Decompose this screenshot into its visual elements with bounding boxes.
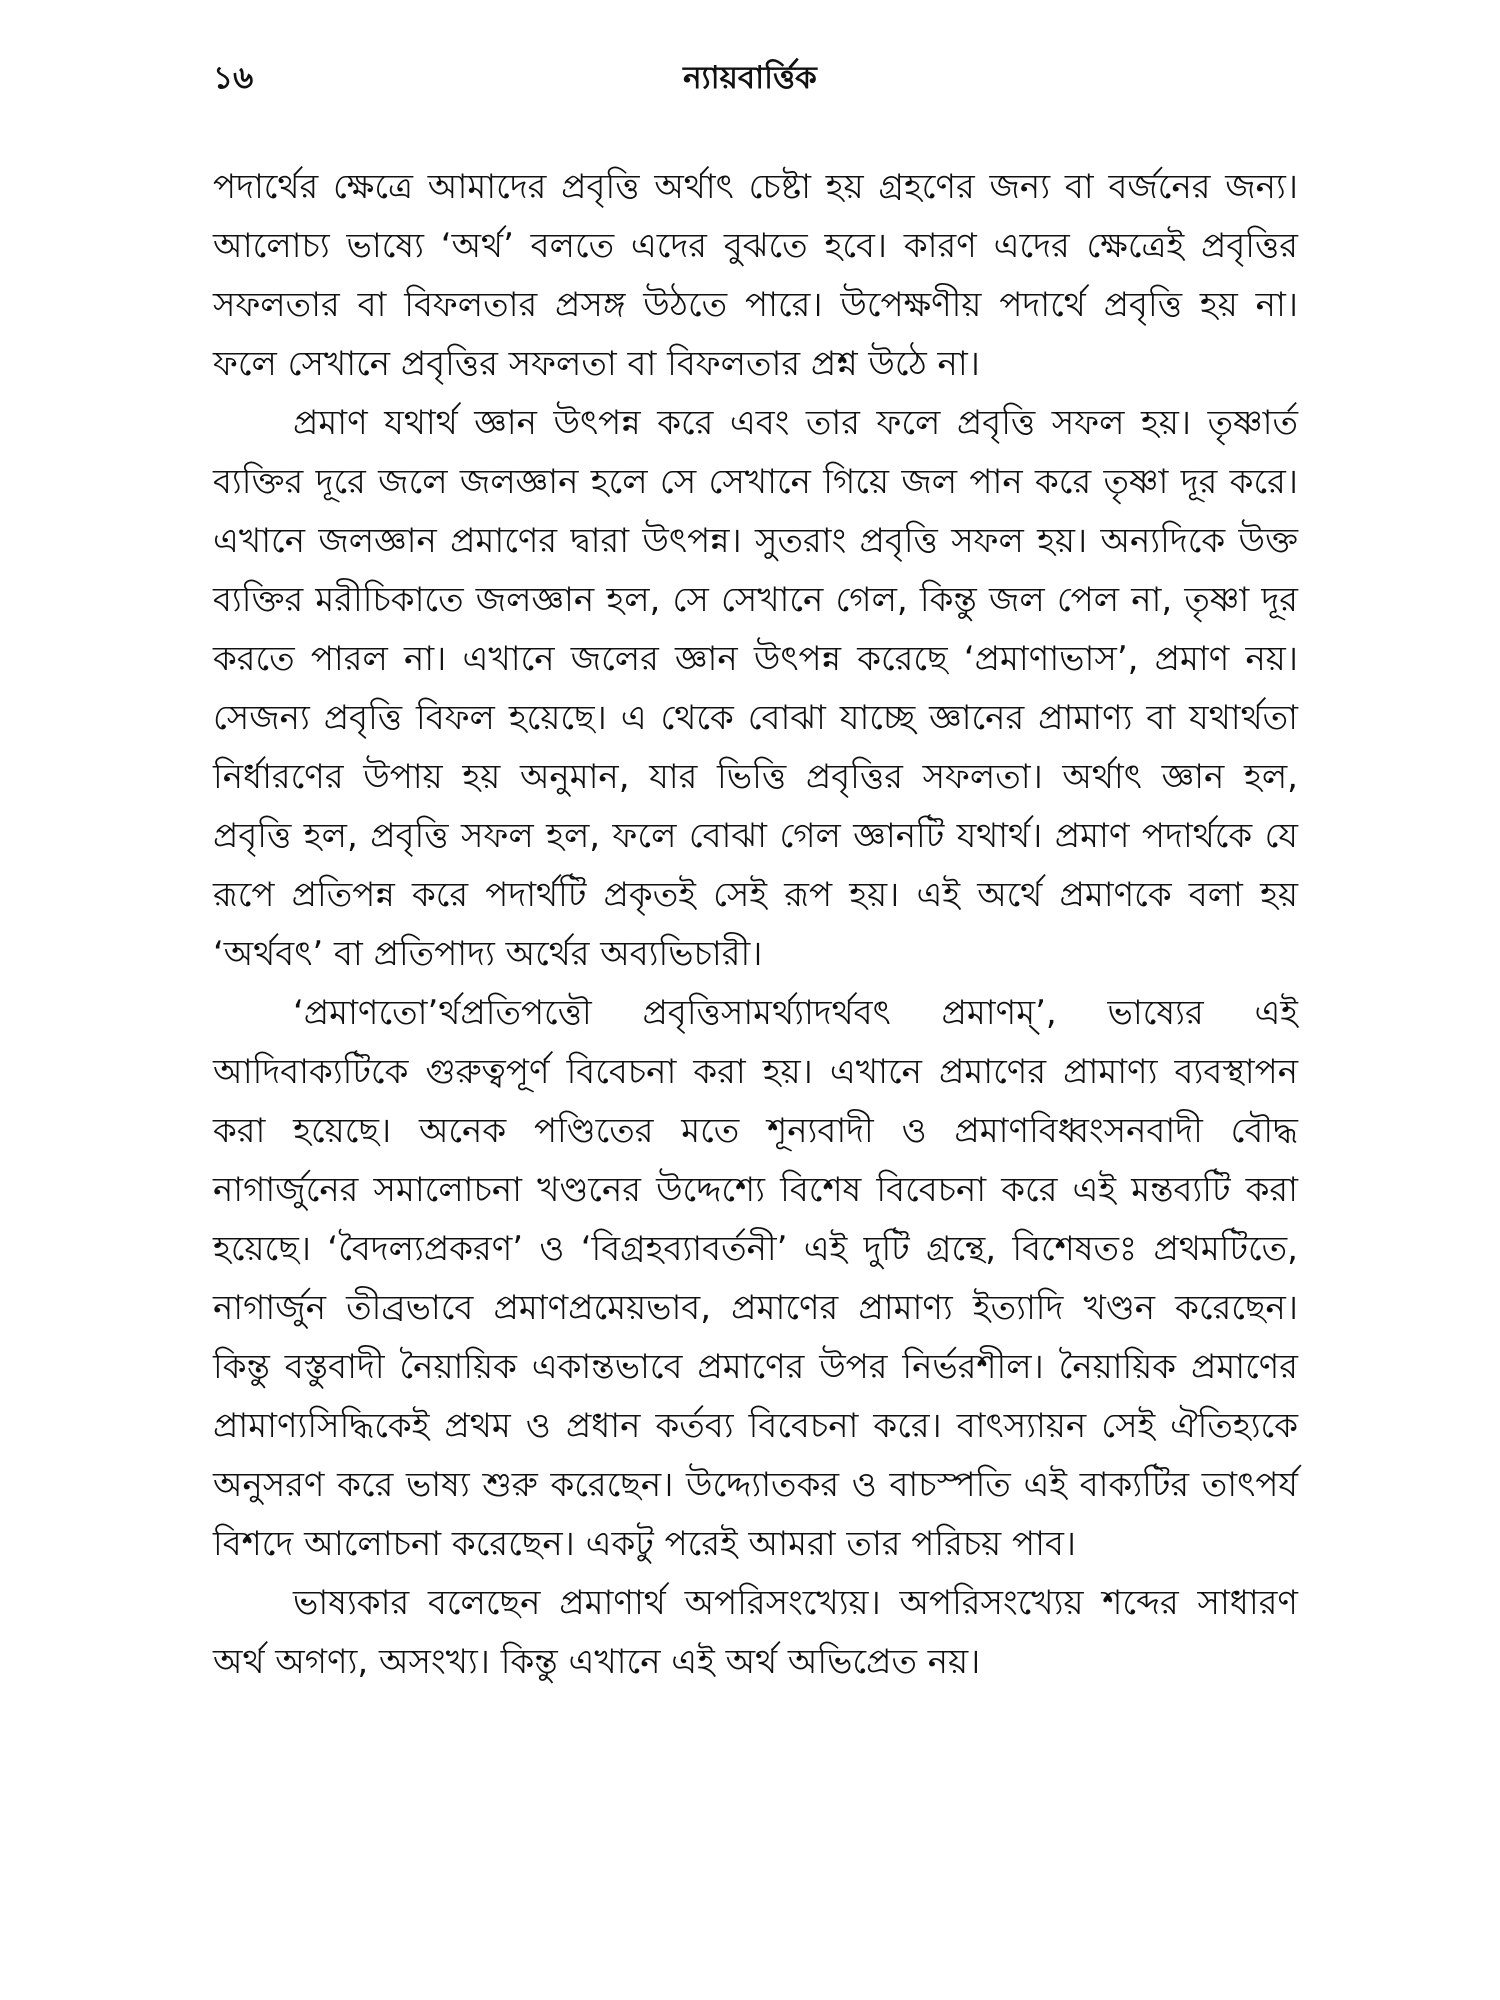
paragraph-1: পদার্থের ক্ষেত্রে আমাদের প্রবৃত্তি অর্থাৎ চেষ্টা হয় গ্রহণের জন্য বা বর্জনের জন্য। আলোচ্য ভাষ্যে ‘অর্থ’ বলতে এদের বুঝতে হবে। কারণ এদের ক্ষেত্রেই প্রবৃত্তির সফলতার বা বিফলতার প্রসঙ্গ উঠতে পারে। উপেক্ষণীয় পদার্থে প্রবৃত্তি হয় না। ফলে সেখানে প্রবৃত্তির সফলতা বা বিফলতার প্রশ্ন উঠে না। [213, 167, 1298, 384]
page-number: ১৬ [213, 60, 254, 96]
running-title: ন্যায়বার্ত্তিক [683, 60, 817, 96]
paragraph-4: ভাষ্যকার বলেছেন প্রমাণার্থ অপরিসংখ্যেয়। অপরিসংখ্যেয় শব্দের সাধারণ অর্থ অগণ্য, অসংখ্য। কিন্তু এখানে এই অর্থ অভিপ্রেত নয়। [213, 1583, 1298, 1682]
body-text [213, 158, 1298, 1692]
page-header [0, 0, 1500, 110]
paragraph-3: ‘প্রমাণতো’র্থপ্রতিপত্তৌ প্রবৃত্তিসামর্থ্যাদর্থবৎ প্রমাণম্’, ভাষ্যের এই আদিবাক্যটিকে গুরুত্বপূর্ণ বিবেচনা করা হয়। এখানে প্রমাণের প্রামাণ্য ব্যবস্থাপন করা হয়েছে। অনেক পণ্ডিতের মতে শূন্যবাদী ও প্রমাণবিধ্বংসনবাদী বৌদ্ধ নাগার্জুনের সমালোচনা খণ্ডনের উদ্দেশ্যে বিশেষ বিবেচনা করে এই মন্তব্যটি করা হয়েছে। ‘বৈদল্যপ্রকরণ’ ও ‘বিগ্রহব্যাবর্তনী’ এই দুটি গ্রন্থে, বিশেষতঃ প্রথমটিতে, নাগার্জুন তীব্রভাবে প্রমাণপ্রমেয়ভাব, প্রমাণের প্রামাণ্য ইত্যাদি খণ্ডন করেছেন। কিন্তু বস্তুবাদী নৈয়ায়িক একান্তভাবে প্রমাণের উপর নির্ভরশীল। নৈয়ায়িক প্রমাণের প্রামাণ্যসিদ্ধিকেই প্রথম ও প্রধান কর্তব্য বিবেচনা করে। বাৎস্যায়ন সেই ঐতিহ্যকে অনুসরণ করে ভাষ্য শুরু করেছেন। উদ্দ্যোতকর ও বাচস্পতি এই বাক্যটির তাৎপর্য বিশদে আলোচনা করেছেন। একটু পরেই আমরা তার পরিচয় পাব। [213, 993, 1298, 1564]
paragraph-2: প্রমাণ যথার্থ জ্ঞান উৎপন্ন করে এবং তার ফলে প্রবৃত্তি সফল হয়। তৃষ্ণার্ত ব্যক্তির দূরে জলে জলজ্ঞান হলে সে সেখানে গিয়ে জল পান করে তৃষ্ণা দূর করে। এখানে জলজ্ঞান প্রমাণের দ্বারা উৎপন্ন। সুতরাং প্রবৃত্তি সফল হয়। অন্যদিকে উক্ত ব্যক্তির মরীচিকাতে জলজ্ঞান হল, সে সেখানে গেল, কিন্তু জল পেল না, তৃষ্ণা দূর করতে পারল না। এখানে জলের জ্ঞান উৎপন্ন করেছে ‘প্রমাণাভাস’, প্রমাণ নয়। সেজন্য প্রবৃত্তি বিফল হয়েছে। এ থেকে বোঝা যাচ্ছে জ্ঞানের প্রামাণ্য বা যথার্থতা নির্ধারণের উপায় হয় অনুমান, যার ভিত্তি প্রবৃত্তির সফলতা। অর্থাৎ জ্ঞান হল, প্রবৃত্তি হল, প্রবৃত্তি সফল হল, ফলে বোঝা গেল জ্ঞানটি যথার্থ। প্রমাণ পদার্থকে যে রূপে প্রতিপন্ন করে পদার্থটি প্রকৃতই সেই রূপ হয়। এই অর্থে প্রমাণকে বলা হয় ‘অর্থবৎ’ বা প্রতিপাদ্য অর্থের অব্যভিচারী। [213, 403, 1298, 974]
